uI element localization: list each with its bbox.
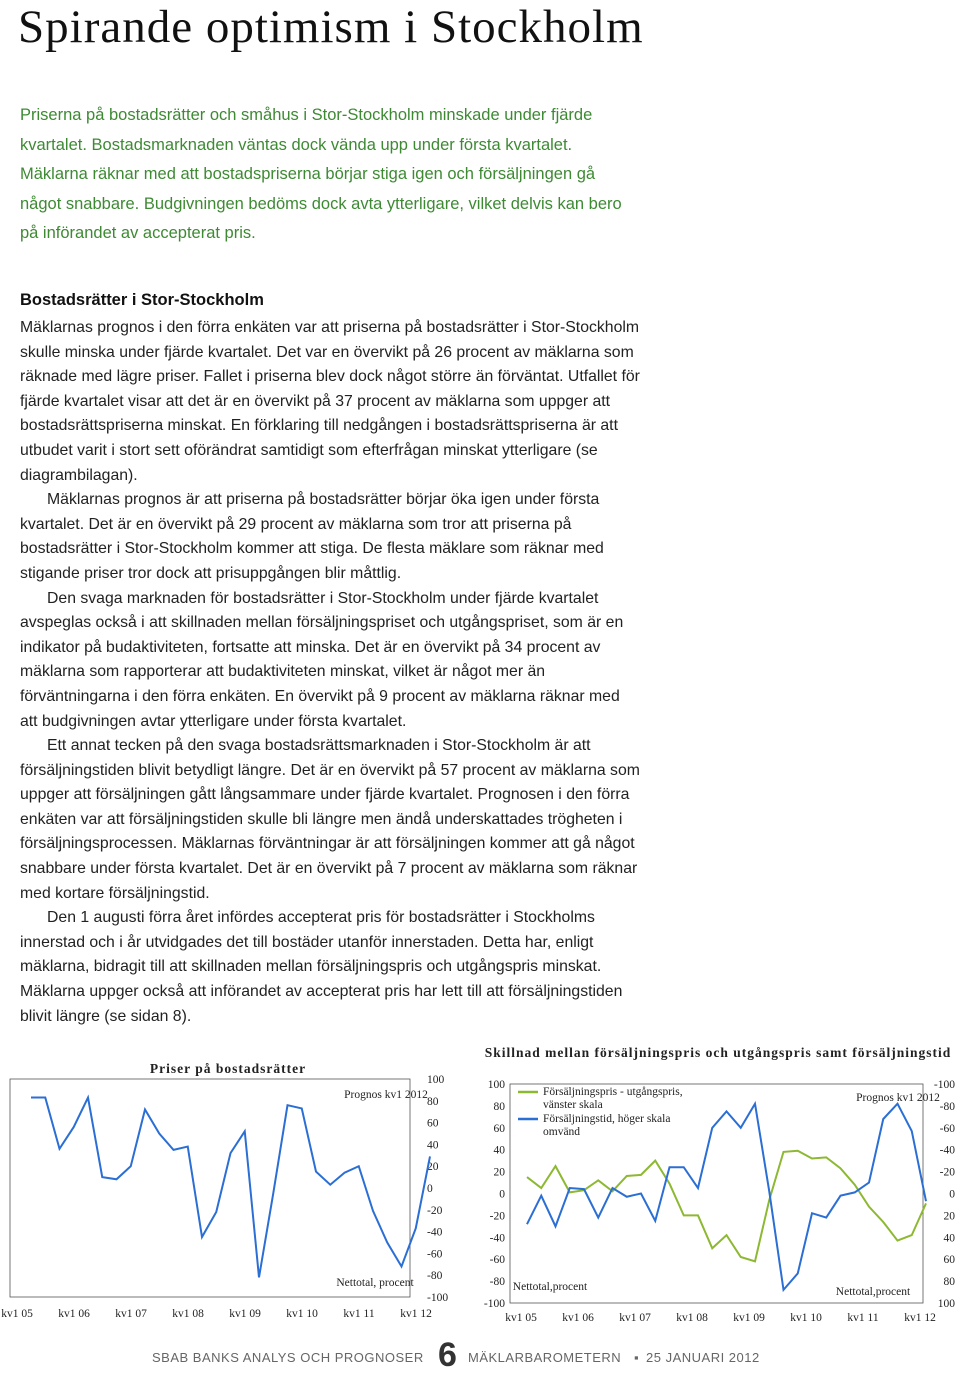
chart-bostadsratt-priser	[0, 1040, 470, 1330]
footer-separator: ▪	[634, 1350, 640, 1365]
left-y-tick-label: 20	[493, 1166, 505, 1179]
y-tick-label: 100	[427, 1074, 445, 1086]
x-tick-label: kv1 06	[58, 1308, 90, 1320]
legend-label: Försäljningspris - utgångspris, vänster skala	[543, 1086, 683, 1111]
prognosis-label: Prognos kv1 2012	[344, 1089, 428, 1101]
body-text	[20, 316, 640, 1029]
left-y-tick-label: -20	[489, 1210, 505, 1223]
body-paragraph: Mäklarnas prognos i den förra enkäten var att priserna på bostadsrätter i Stor-Stockholm skulle minska under fjärde kvartalet. Det var en övervikt på 26 procent av mäklarna som räknade med lägre priser. Fallet i priserna blev dock något större än förväntat. Utfallet för fjärde kvartalet visar att det är en övervikt på 37 procent av mäklarna som uppger att bostadsrättspriserna minskat. En förklaring till nedgången i bostadsrättspriserna är att utbudet varit i stort sett oförändrat samtidigt som efterfrågan minskat ytterligare (se diagrambilagan).	[20, 319, 640, 484]
y-tick-label: 40	[427, 1139, 439, 1152]
right-y-tick-label: -60	[939, 1122, 955, 1135]
chart-skillnad-forsaljningstid-svg	[478, 1040, 960, 1330]
price-series-line	[31, 1098, 430, 1278]
right-y-tick-label: 20	[943, 1210, 955, 1223]
lead-paragraph: Priserna på bostadsrätter och småhus i Stor-Stockholm minskade under fjärde kvartalet. Bostadsmarknaden väntas dock vända upp under första kvartalet. Mäklarna räknar med att bostadspriserna börjar stiga igen och försäljningen gå något snabbare. Budgivningen bedöms dock avta ytterligare, vilket delvis kan bero på införandet av accepterat pris.	[20, 106, 622, 243]
left-y-tick-label: -40	[489, 1232, 505, 1245]
right-y-tick-label: -20	[939, 1166, 955, 1179]
y-tick-label: -20	[427, 1204, 443, 1217]
left-y-tick-label: 60	[493, 1122, 505, 1135]
y-tick-label: 20	[427, 1161, 439, 1174]
footer-publication: SBAB BANKS ANALYS OCH PROGNOSER	[152, 1350, 424, 1365]
chart-skillnad-forsaljningstid	[478, 1040, 960, 1330]
y-tick-label: 60	[427, 1117, 439, 1130]
series-axis-label: Nettotal, procent	[336, 1277, 414, 1289]
x-tick-label: kv1 11	[847, 1312, 879, 1324]
right-axis-label: Nettotal,procent	[835, 1286, 911, 1298]
right-y-tick-label: 100	[937, 1298, 955, 1310]
right-y-tick-label: 0	[949, 1188, 955, 1201]
chart-title: Priser på bostadsrätter	[149, 1061, 307, 1076]
right-y-tick-label: 60	[943, 1254, 955, 1267]
body-paragraph: Den svaga marknaden för bostadsrätter i Stor-Stockholm under fjärde kvartalet avspeglas också i att skillnaden mellan försäljningspriset och utgångspriset, som är en indikator på budaktiviteten, fortsatte att minska. Det är en övervikt på 34 procent av mäklarna som rapporterar att budaktiviteten minskat, vilket är något mer än förväntningarna i den förra enkäten. En övervikt på 9 procent av mäklarna räknar med att budgivningen avtar ytterligare under första kvartalet.	[20, 589, 624, 730]
x-tick-label: kv1 06	[562, 1312, 594, 1324]
right-y-tick-label: -40	[939, 1144, 955, 1157]
price-difference-line	[527, 1151, 926, 1262]
page-title: Spirande optimism i Stockholm	[18, 1, 644, 53]
section-heading: Bostadsrätter i Stor-Stockholm	[20, 291, 264, 309]
x-tick-label: kv1 09	[229, 1308, 261, 1320]
legend-label: Försäljningstid, höger skala omvänd	[543, 1113, 671, 1138]
y-tick-label: 0	[427, 1183, 433, 1195]
x-tick-label: kv1 10	[286, 1308, 318, 1320]
chart-bostadsratt-priser-svg	[0, 1040, 470, 1330]
right-y-tick-label: -100	[933, 1079, 955, 1091]
page-footer	[0, 1336, 960, 1374]
x-tick-label: kv1 08	[676, 1312, 708, 1324]
x-tick-label: kv1 12	[400, 1308, 432, 1320]
right-y-tick-label: 40	[943, 1232, 955, 1245]
y-tick-label: -60	[427, 1248, 443, 1261]
x-tick-label: kv1 12	[904, 1312, 936, 1324]
left-y-tick-label: -60	[489, 1254, 505, 1267]
right-y-tick-label: 80	[943, 1276, 955, 1289]
body-paragraph: Den 1 augusti förra året infördes accepterat pris för bostadsrätter i Stockholms innerstad och i år utvidgades det till bostäder utanför innerstaden. Detta har, enligt mäklarna, bidragit till att skillnaden mellan försäljningspris och utgångspris minskat. Mäklarna uppger också att införandet av accepterat pris har lett till att försäljningstiden blivit längre (se sidan 8).	[20, 909, 623, 1025]
x-tick-label: kv1 11	[343, 1308, 375, 1320]
body-paragraph: Mäklarnas prognos är att priserna på bostadsrätter börjar öka igen under första kvartalet. Det är en övervikt på 29 procent av mäklarna som tror att priserna på bostadsrätter i Stor-Stockholm kommer att stiga. De flesta mäklare som räknar med stigande priser tror dock att prisuppgången blir måttlig.	[20, 491, 604, 582]
x-tick-label: kv1 09	[733, 1312, 765, 1324]
x-tick-label: kv1 05	[1, 1308, 33, 1320]
chart-title: Skillnad mellan försäljningspris och utgångspris samt försäljningstid	[484, 1045, 952, 1060]
sales-time-line	[527, 1104, 926, 1290]
body-paragraph: Ett annat tecken på den svaga bostadsrättsmarknaden i Stor-Stockholm är att försäljningstiden blivit betydligt längre. Det är en övervikt på 57 procent av mäklarna som uppger att försäljningen gått långsammare under fjärde kvartalet. Prognosen i den förra enkäten var att försäljningstiden skulle bli längre men ändå underskattades trögheten i försäljningsprocessen. Mäklarnas förväntningar är att försäljningen kommer att gå något snabbare under första kvartalet. Det är en övervikt på 7 procent av mäklarna som räknar med kortare försäljningstid.	[20, 737, 640, 902]
footer-report-name: MÄKLARBAROMETERN	[468, 1350, 622, 1365]
left-y-tick-label: 80	[493, 1100, 505, 1113]
x-tick-label: kv1 08	[172, 1308, 204, 1320]
left-y-tick-label: 0	[499, 1188, 505, 1201]
y-tick-label: -100	[427, 1292, 449, 1304]
left-axis-label: Nettotal,procent	[512, 1281, 588, 1293]
left-y-tick-label: -100	[483, 1298, 505, 1310]
page-number: 6	[438, 1336, 457, 1374]
right-y-tick-label: -80	[939, 1100, 955, 1113]
plot-frame	[10, 1079, 410, 1297]
left-y-tick-label: -80	[489, 1276, 505, 1289]
x-tick-label: kv1 10	[790, 1312, 822, 1324]
left-y-tick-label: 40	[493, 1144, 505, 1157]
footer-date: 25 JANUARI 2012	[646, 1350, 760, 1365]
left-y-tick-label: 100	[487, 1079, 505, 1091]
x-tick-label: kv1 05	[505, 1312, 537, 1324]
y-tick-label: 80	[427, 1095, 439, 1108]
y-tick-label: -80	[427, 1270, 443, 1283]
prognosis-label: Prognos kv1 2012	[856, 1092, 940, 1104]
y-tick-label: -40	[427, 1226, 443, 1239]
x-tick-label: kv1 07	[619, 1312, 651, 1324]
x-tick-label: kv1 07	[115, 1308, 147, 1320]
